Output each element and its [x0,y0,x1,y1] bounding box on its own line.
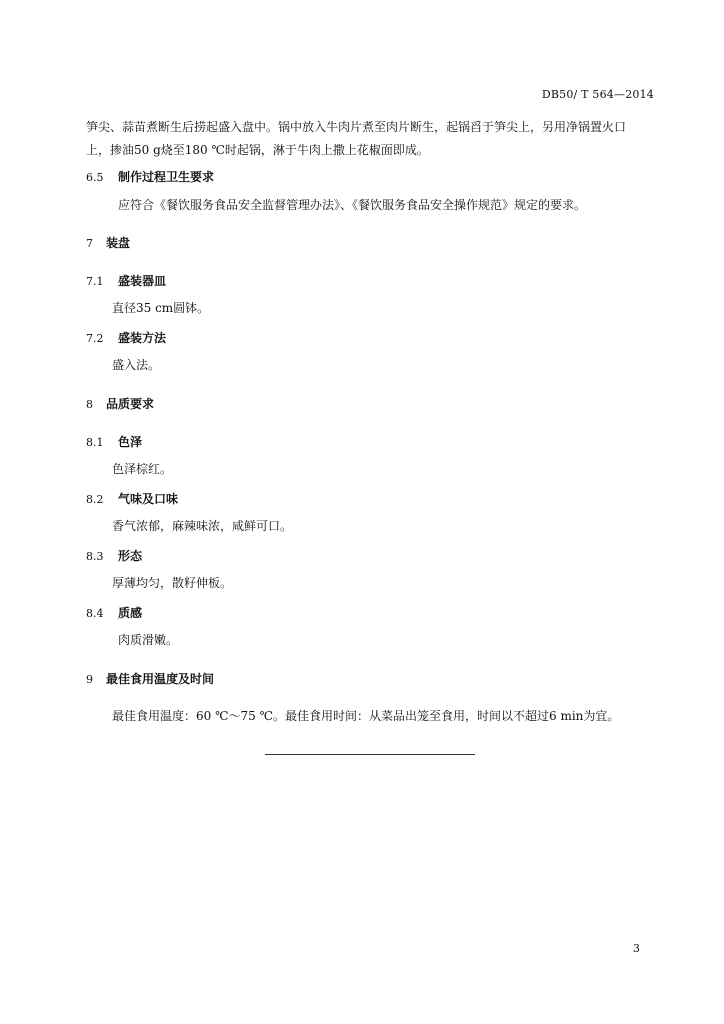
section-8-4-heading [86,604,142,621]
section-number: 8.2 [86,493,104,506]
section-title: 品质要求 [106,397,155,411]
intro-paragraph [86,116,656,162]
section-title: 色泽 [118,435,143,449]
section-title: 盛装方法 [118,331,167,345]
section-title: 形态 [118,549,143,563]
page-number: 3 [633,942,640,955]
section-title: 盛装器皿 [118,274,167,288]
section-title: 制作过程卫生要求 [118,170,215,184]
section-8-1-text: 色泽棕红。 [112,462,173,476]
section-7-2-text: 盛入法。 [112,358,161,372]
section-title: 气味及口味 [118,492,179,506]
section-7-1-text: 直径35 cm圆钵。 [112,301,210,315]
section-6-5-text: 应符合《餐饮服务食品安全监督管理办法》、《餐饮服务食品安全操作规范》规定的要求。 [118,198,587,212]
section-8-1-heading [86,433,142,450]
intro-line-2: 上，掺油50 g烧至180 ℃时起锅，淋于牛肉上撒上花椒面即成。 [86,143,429,157]
section-number: 7.1 [86,275,104,288]
section-title: 最佳食用温度及时间 [106,672,215,686]
section-7-heading [86,234,130,251]
section-8-4-text: 肉质滑嫩。 [118,633,179,647]
section-9-text: 最佳食用温度：60 ℃～75 ℃。最佳食用时间：从菜品出笼至食用，时间以不超过6 min为宜。 [112,709,620,723]
end-of-document-rule [265,754,475,755]
section-number: 6.5 [86,171,104,184]
section-number: 8 [86,398,93,411]
section-title: 装盘 [106,236,131,250]
document-code: DB50/ T 564—2014 [541,88,654,101]
intro-line-1: 笋尖、蒜苗煮断生后捞起盛入盘中。锅中放入牛肉片煮至肉片断生，起锅舀于笋尖上，另用净锅置火口 [86,120,627,134]
section-number: 9 [86,673,93,686]
section-8-3-text: 厚薄均匀，散籽伸板。 [112,576,233,590]
section-number: 8.1 [86,436,104,449]
section-8-3-heading [86,547,142,564]
section-9-heading [86,670,214,687]
section-8-2-text: 香气浓郁，麻辣味浓，咸鲜可口。 [112,519,293,533]
section-7-2-heading [86,329,166,346]
section-6-5-heading [86,168,214,185]
section-7-1-heading [86,272,166,289]
section-8-heading [86,395,154,412]
section-number: 7.2 [86,332,104,345]
section-number: 8.4 [86,607,104,620]
section-number: 7 [86,237,93,250]
section-title: 质感 [118,606,143,620]
section-number: 8.3 [86,550,104,563]
section-8-2-heading [86,490,178,507]
